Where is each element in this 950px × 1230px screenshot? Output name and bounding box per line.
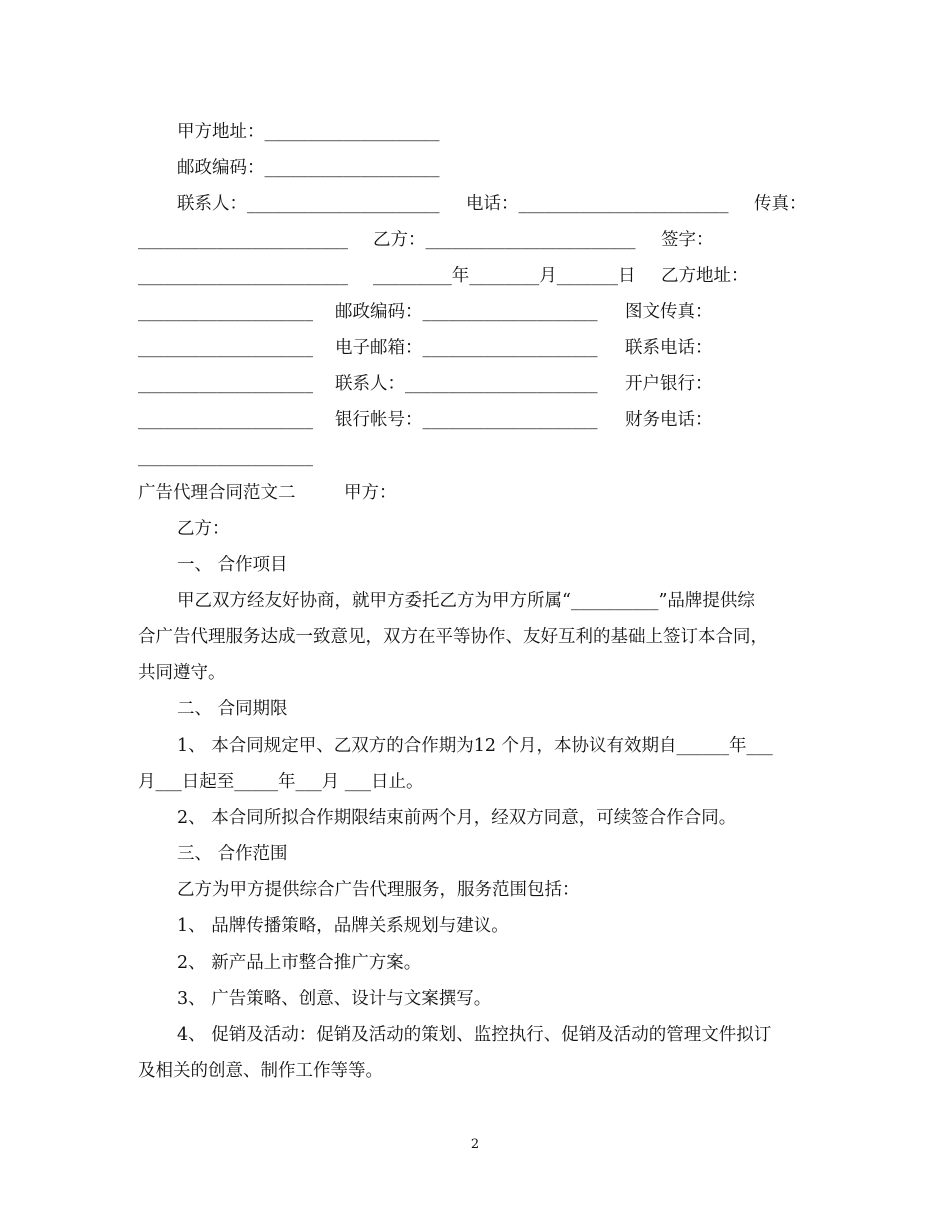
text-segment: 二、 合同期限 xyxy=(177,699,288,719)
text-segment: 月___日起至_____年___月 ___日止。 xyxy=(138,772,424,792)
text-segment: _________年________月_______日 xyxy=(373,266,636,286)
text-line xyxy=(0,914,950,938)
text-segment: 传真： xyxy=(754,194,807,214)
text-line xyxy=(0,770,950,794)
text-segment: 三、 合作范围 xyxy=(177,844,288,864)
text-line xyxy=(0,408,950,432)
text-line xyxy=(0,120,950,144)
text-segment: 及相关的创意、制作工作等等。 xyxy=(138,1061,383,1081)
text-line xyxy=(0,661,950,685)
text-segment: ________________________ xyxy=(138,230,348,250)
text-line xyxy=(0,517,950,541)
text-segment: 乙方地址： xyxy=(661,266,749,286)
text-line xyxy=(0,156,950,180)
text-segment: 广告代理合同范文二 xyxy=(138,483,296,503)
text-line xyxy=(0,806,950,830)
text-line xyxy=(0,445,950,469)
text-line xyxy=(0,481,950,505)
text-line xyxy=(0,264,950,288)
text-segment: 一、 合作项目 xyxy=(177,555,288,575)
text-segment: 合广告代理服务达成一致意见，双方在平等协作、友好互利的基础上签订本合同， xyxy=(138,627,768,647)
text-segment: ____________________ xyxy=(138,374,313,394)
text-segment: ____________________ xyxy=(138,338,313,358)
text-segment: 2、 新产品上市整合推广方案。 xyxy=(177,953,422,973)
text-line xyxy=(0,987,950,1011)
text-line xyxy=(0,553,950,577)
text-segment: 甲乙双方经友好协商，就甲方委托乙方为甲方所属“__________”品牌提供综 xyxy=(177,591,755,611)
text-segment: 开户银行： xyxy=(625,374,713,394)
text-line xyxy=(0,951,950,975)
text-line xyxy=(0,192,950,216)
text-line xyxy=(0,697,950,721)
text-segment: 3、 广告策略、创意、设计与文案撰写。 xyxy=(177,989,492,1009)
text-segment: 2、 本合同所拟合作期限结束前两个月，经双方同意，可续签合作合同。 xyxy=(177,808,737,828)
text-line xyxy=(0,300,950,324)
text-segment: 乙方：________________________ xyxy=(373,230,636,250)
text-line xyxy=(0,1059,950,1083)
text-line xyxy=(0,336,950,360)
text-segment: 甲方地址：____________________ xyxy=(177,122,440,142)
text-segment: 联系电话： xyxy=(625,338,713,358)
text-segment: 1、 品牌传播策略，品牌关系规划与建议。 xyxy=(177,916,509,936)
text-segment: 联系人：______________________ xyxy=(335,374,598,394)
text-segment: 4、 促销及活动：促销及活动的策划、监控执行、促销及活动的管理文件拟订 xyxy=(177,1025,772,1045)
text-segment: 银行帐号：____________________ xyxy=(335,410,598,430)
text-segment: ____________________ xyxy=(138,447,313,467)
text-line xyxy=(0,734,950,758)
text-segment: 甲方： xyxy=(344,483,397,503)
text-line xyxy=(0,228,950,252)
text-segment: 1、 本合同规定甲、乙双方的合作期为12 个月，本协议有效期自______年___ xyxy=(177,736,773,756)
text-segment: 电子邮箱：____________________ xyxy=(335,338,598,358)
text-segment: ________________________ xyxy=(138,266,348,286)
page-number: 2 xyxy=(470,1137,480,1152)
text-line xyxy=(0,878,950,902)
text-segment: 邮政编码：____________________ xyxy=(177,158,440,178)
text-line xyxy=(0,1023,950,1047)
text-segment: ____________________ xyxy=(138,302,313,322)
text-segment: ____________________ xyxy=(138,410,313,430)
text-segment: 签字： xyxy=(661,230,714,250)
text-segment: 图文传真： xyxy=(625,302,713,322)
text-segment: 邮政编码：____________________ xyxy=(335,302,598,322)
text-segment: 乙方： xyxy=(177,519,230,539)
text-segment: 乙方为甲方提供综合广告代理服务，服务范围包括： xyxy=(177,880,580,900)
text-segment: 联系人：______________________ xyxy=(177,194,440,214)
text-segment: 共同遵守。 xyxy=(138,663,226,683)
text-segment: 财务电话： xyxy=(625,410,713,430)
text-line xyxy=(0,625,950,649)
text-line xyxy=(0,589,950,613)
text-segment: 电话：________________________ xyxy=(466,194,729,214)
text-line xyxy=(0,842,950,866)
text-line xyxy=(0,372,950,396)
